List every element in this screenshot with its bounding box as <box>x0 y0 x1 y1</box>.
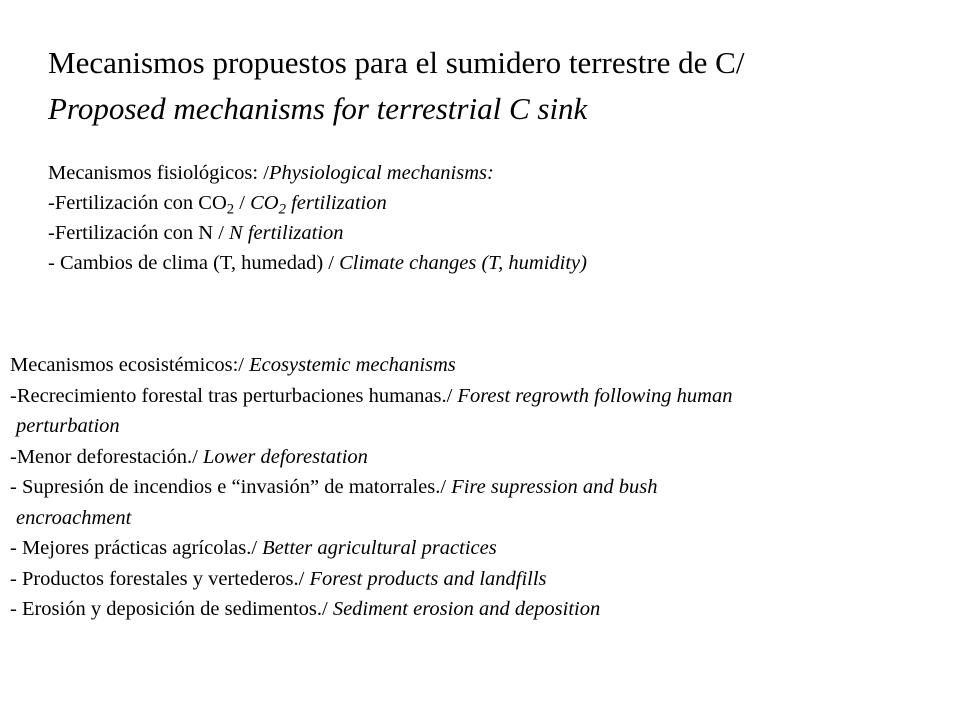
item-en: Forest regrowth following human <box>457 384 733 407</box>
item-es: -Fertilización con N / <box>48 222 230 244</box>
item-en: N fertilization <box>229 222 344 244</box>
list-item-fire-suppression <box>10 472 732 503</box>
heading-en: Ecosystemic mechanisms <box>249 354 456 376</box>
item-en-text: fertilization <box>285 192 387 214</box>
item-es: -Fertilización con CO <box>48 192 227 214</box>
item-es: - Supresión de incendios e “invasión” de matorrales./ <box>10 476 452 498</box>
title-en-text: Proposed mechanisms for terrestrial C sink <box>48 91 588 126</box>
heading-es: Mecanismos fisiológicos: / <box>48 162 269 184</box>
item-en: Lower deforestation <box>202 445 368 468</box>
list-item-lower-deforestation <box>10 442 732 473</box>
list-item-continuation <box>10 503 732 534</box>
ecosystemic-heading <box>10 350 732 381</box>
list-item-forest-products <box>10 564 732 595</box>
subscript: 2 <box>278 201 286 218</box>
item-en: Forest products and landfills <box>309 567 547 590</box>
list-item-continuation <box>10 411 732 442</box>
list-item-agricultural-practices <box>10 533 732 564</box>
item-en <box>250 192 387 218</box>
list-item-climate-changes <box>48 248 587 278</box>
item-es: - Mejores prácticas agrícolas./ <box>10 537 263 559</box>
separator: / <box>234 192 251 214</box>
item-en: encroachment <box>16 506 132 529</box>
item-en: Climate changes (T, humidity) <box>339 252 587 274</box>
list-item-forest-regrowth <box>10 381 732 412</box>
physiological-heading <box>48 158 587 188</box>
item-en-text: CO <box>250 192 279 214</box>
item-en: Better agricultural practices <box>262 537 497 559</box>
heading-es: Mecanismos ecosistémicos:/ <box>10 354 250 376</box>
physiological-mechanisms-block <box>48 158 587 278</box>
list-item-co2-fertilization <box>48 188 587 218</box>
item-en: Fire supression and bush <box>451 476 658 498</box>
item-es: - Productos forestales y vertederos./ <box>10 567 310 590</box>
item-es: - Erosión y deposición de sedimentos./ <box>10 598 333 620</box>
list-item-n-fertilization <box>48 218 587 248</box>
heading-en: Physiological mechanisms: <box>268 162 494 184</box>
list-item-sediment-erosion <box>10 594 732 625</box>
item-en: Sediment erosion and deposition <box>332 598 601 620</box>
item-en: perturbation <box>16 415 120 437</box>
item-es: -Recrecimiento forestal tras perturbaciones humanas./ <box>10 384 458 407</box>
title-line-en <box>48 86 744 132</box>
item-es: -Menor deforestación./ <box>10 445 203 468</box>
title-line-es: Mecanismos propuestos para el sumidero terrestre de C/ <box>48 45 745 80</box>
item-es: - Cambios de clima (T, humedad) / <box>48 252 340 274</box>
subscript: 2 <box>226 201 235 218</box>
slide-title <box>48 40 744 132</box>
ecosystemic-mechanisms-block <box>10 350 732 625</box>
